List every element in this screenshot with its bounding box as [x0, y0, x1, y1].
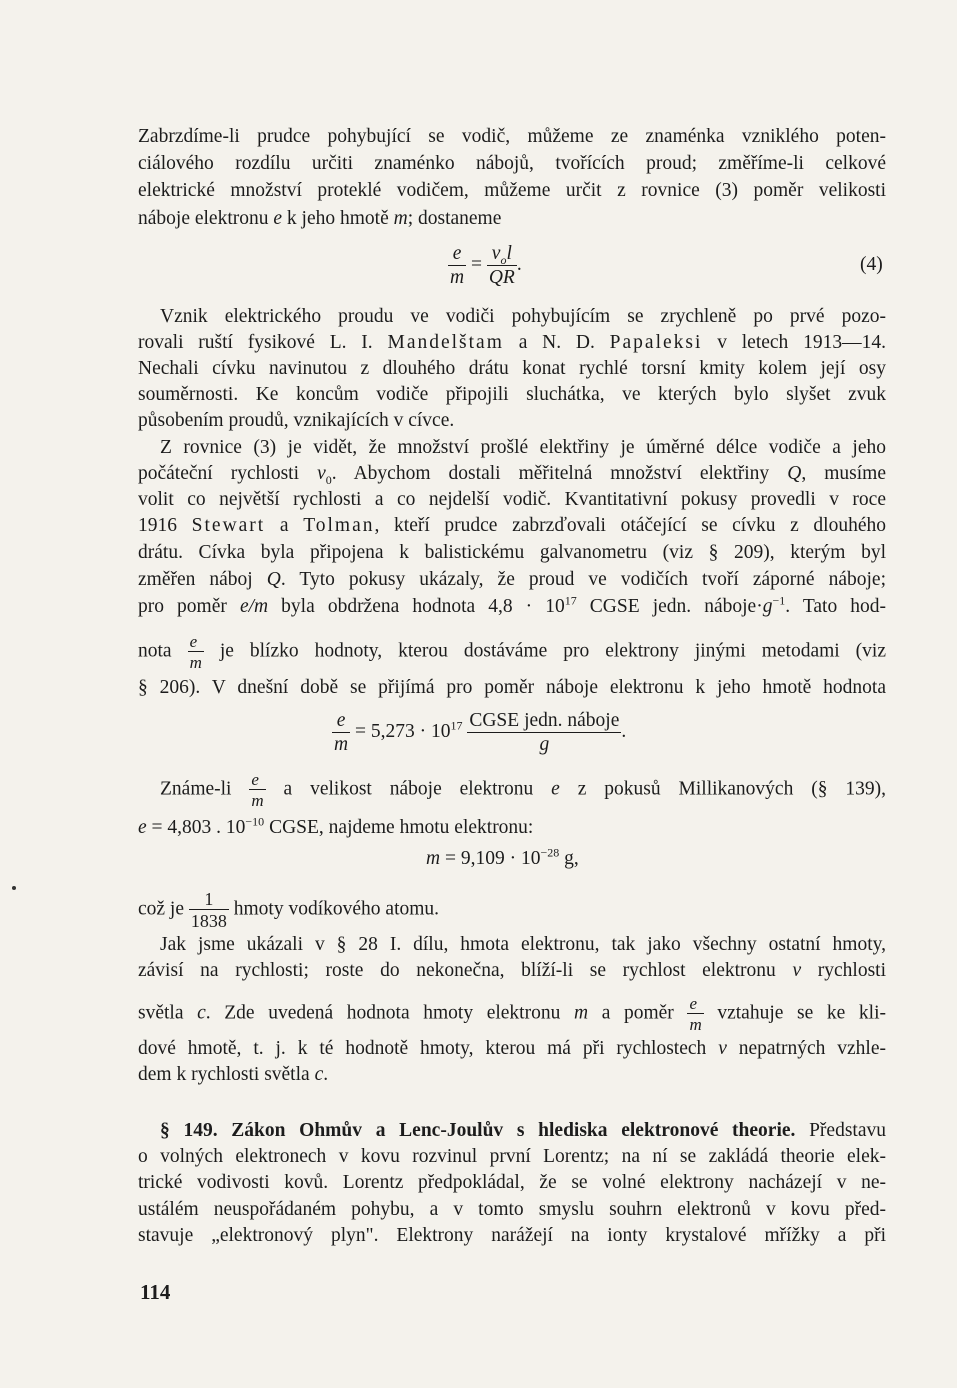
section-heading: § 149. Zákon Ohmův a Lenc-Joulův s hlediska elektronové theorie.	[160, 1120, 796, 1141]
text-line: pro poměr e/m byla obdržena hodnota $4,8 \cdot 10^{17}$ CGSE jedn. $náboje\cdot g^{-1}$. Tato hod-	[138, 593, 887, 617]
text-line: rovali ruští fysikové L. I. Mandelštam a N. D. Papaleksi v letech 1913—14.	[138, 332, 886, 353]
text-line: o volných elektronech v kovu rozvinul první Lorentz; na ní se zakládá theorie elek-	[138, 1146, 886, 1167]
text-line: dem k rychlosti světla c.	[138, 1064, 329, 1085]
text-line: změřen náboj Q. Tyto pokusy ukázaly, že proud ve vodičích tvoří záporné náboje;	[138, 569, 887, 590]
equation-number: (4)	[860, 254, 883, 275]
text-line: dové hmotě, t. j. k té hodnotě hmoty, kterou má při rychlostech v nepatrných vzhle-	[138, 1038, 886, 1059]
text-line: Z rovnice (3) je vidět, že množství prošlé elektřiny je úměrné délce vodiče a jeho	[160, 437, 886, 458]
text-line: působením proudů, vznikajících v cívce.	[138, 410, 455, 431]
text-line: stavuje „elektronový plyn". Elektrony narážejí na ionty krystalové mřížky a při	[138, 1225, 886, 1246]
text-line: § 206). V dnešní době se přijímá pro poměr náboje elektronu k jeho hmotě hodnota	[138, 677, 886, 698]
text-line: ciálového rozdílu určiti znaménko nábojů, tvořících proud; změříme-li celkové	[138, 153, 886, 174]
text-line: náboje elektronu e k jeho hmotě m; dostaneme	[138, 208, 502, 229]
text-line: Zabrzdíme-li prudce pohybující se vodič, můžeme ze znaménka vzniklého poten-	[138, 126, 886, 147]
scan-speck	[12, 886, 16, 890]
text-line: Jak jsme ukázali v § 28 I. dílu, hmota elektronu, tak jako všechny ostatní hmoty,	[160, 934, 886, 955]
text-line: trické vodivosti kovů. Lorentz předpokládal, že se volné elektrony nacházejí v ne-	[138, 1172, 886, 1193]
text-line: volit co největší rychlosti a co nejdelší vodič. Kvantitativní pokusy provedli v roce	[138, 489, 886, 510]
text-line: elektrické množství proteklé vodičem, můžeme určit z rovnice (3) poměr velikosti	[138, 180, 886, 201]
text-line: Vznik elektrického proudu ve vodiči pohybujícím se zrychleně po prvé pozo-	[160, 306, 886, 327]
text-line: souměrnosti. Ke koncům vodiče připojili sluchátka, ve kterých bylo slyšet zvuk	[138, 384, 886, 405]
section-heading-line: § 149. Zákon Ohmův a Lenc-Joulův s hlediska elektronové theorie. Představu	[160, 1120, 886, 1141]
text-line: světla c. Zde uvedená hodnota hmoty elektronu m a poměr $\frac{e}{m}$ vztahuje se ke kli-	[138, 994, 886, 1034]
text-line: což je $\frac{1}{1838}$ hmoty vodíkového atomu.	[138, 889, 440, 931]
equation-charge-mass-ratio: $\frac{e}{m}$ = $5,273 \cdot 10^{17}$ $\frac{\text{CGSE jedn. náboje}}{g}$ .	[334, 710, 627, 755]
text-line: 1916 Stewart a Tolman, kteří prudce zabrzďovali otáčející se cívku z dlouhého	[138, 515, 887, 536]
text-line: drátu. Cívka byla připojena k balistickému galvanometru (viz § 209), kterým byl	[138, 542, 886, 563]
equation-electron-mass: $m = 9,109 \cdot 10^{-28}$ g,	[426, 845, 579, 869]
text-line: závisí na rychlosti; roste do nekonečna, blíží-li se rychlost elektronu v rychlosti	[138, 960, 887, 981]
page-number: 114	[140, 1280, 171, 1304]
text-line: Známe-li $\frac{e}{m}$ a velikost náboje elektronu e z pokusů Millikanových (§ 139),	[160, 770, 886, 810]
text-line: počáteční rychlosti $v_0$. Abychom dostali měřitelná množství elektřiny Q, musíme	[138, 463, 887, 487]
equation-4: $\frac{e}{m}$ = $\frac{v_ol}{QR}$ .	[450, 243, 522, 288]
text-line: nota $\frac{e}{m}$ je blízko hodnoty, kterou dostáváme pro elektrony jinými metodami (viz	[138, 632, 886, 672]
text-line: e = 4,803 . $10^{-10}$ CGSE, najdeme hmotu elektronu:	[138, 814, 534, 838]
text-line: ustálém neuspořádaném pohybu, a v tomto smyslu souhrn elektronů v kovu před-	[138, 1199, 886, 1220]
text-line: Nechali cívku navinutou z dlouhého drátu konat rychlé torsní kmity kolem její osy	[138, 358, 886, 379]
